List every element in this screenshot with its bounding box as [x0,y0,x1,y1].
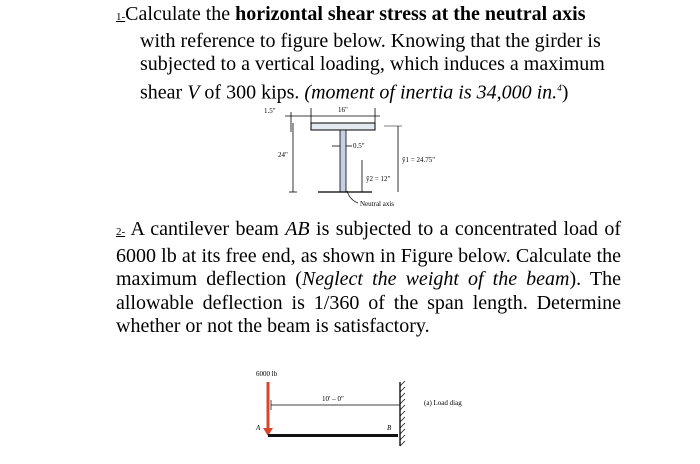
dim-height: 24" [278,151,288,159]
girder-flange [311,123,375,130]
problem-2-italic: Neglect the weight of the beam [301,268,570,290]
problem-1-sup: 4 [557,82,562,93]
problem-1-end: ) [561,81,569,104]
problem-1-number: 1- [116,11,126,23]
girder-web [340,130,346,192]
problem-2-text-c: ). The allowable deflection is 1/360 of the span length. Determine whether or not the beam is satisfactory. [116,268,621,337]
problem-1-text-b: with reference to figure below. Knowing that the girder is subjected to a vertical loading, which induces a maximum shear [140,29,605,104]
problem-1-text-c: of 300 kips. [199,81,305,104]
problem-1-text-a: Calculate the [125,3,236,25]
y2-label: ȳ2 = 12" [366,175,391,183]
problem-1-italic: (moment of inertia is 34,000 in. [304,81,558,104]
y1-label: ȳ1 = 24.75" [402,156,436,164]
dim-web-thickness: 0.5" [353,142,365,150]
cantilever-beam [268,434,398,437]
problem-2-text-a: A cantilever beam [130,218,286,240]
load-label: 6000 lb [256,370,278,378]
problem-1-v: V [187,81,200,104]
problem-2-text-b: is subjected to a concentrated load of 6000 lb at its free end, as shown in Figure below. Calculate the maximum deflection ( [116,218,621,290]
label-a: A [256,424,261,432]
neutral-axis-leader [347,191,358,203]
problem-1-bold: horizontal shear stress at the neutral axis [235,3,586,25]
problem-2-ab: AB [285,218,310,240]
span-label: 10′ – 0″ [322,395,344,403]
label-b: B [387,424,392,432]
dim-flange-width: 16" [338,106,348,114]
dim-flange-thickness: 1.5" [264,107,276,115]
problem-2-number: 2- [116,226,126,238]
figure-2-caption: (a) Load diag [424,399,462,407]
fixed-wall-hatching [400,381,405,446]
problem-2 [116,218,621,339]
neutral-axis-label: Neutral axis [360,200,395,208]
